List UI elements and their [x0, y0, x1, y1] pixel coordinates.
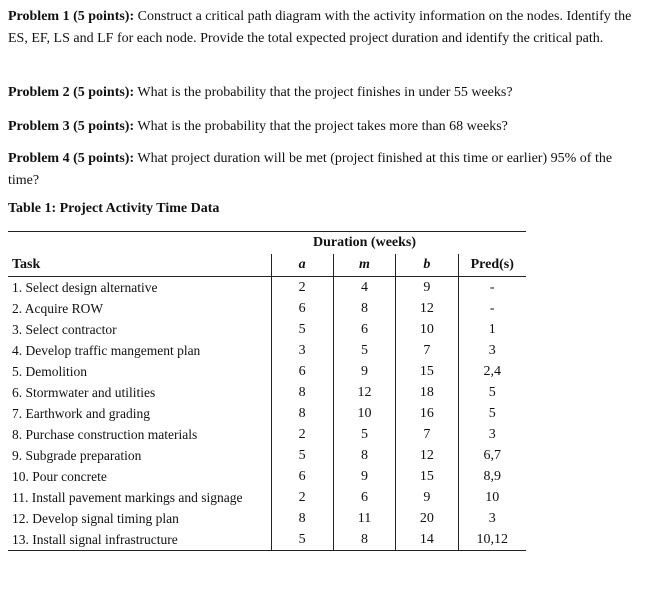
b-cell: 15: [396, 466, 458, 487]
problem-4-text: What project duration will be met (project finished at this time or earlier) 95% of the time?: [8, 151, 613, 188]
pred-cell: 5: [488, 384, 496, 400]
problem-3-label: Problem 3 (5 points):: [8, 119, 135, 134]
a-cell: 6: [271, 466, 333, 487]
pred-cell: 10: [485, 489, 500, 505]
a-cell: 5: [271, 529, 333, 551]
m-cell: 8: [333, 445, 395, 466]
problem-4-label: Problem 4 (5 points):: [8, 151, 135, 166]
problem-3: [8, 116, 638, 138]
table-row: [8, 424, 526, 445]
pred-cell: 3: [488, 342, 496, 358]
a-cell: 8: [271, 508, 333, 529]
m-cell: 8: [333, 298, 395, 319]
header-preds: Pred(s): [458, 254, 526, 277]
a-cell: 5: [271, 319, 333, 340]
m-cell: 6: [333, 319, 395, 340]
b-cell: 12: [396, 445, 458, 466]
b-cell: 20: [396, 508, 458, 529]
m-cell: 4: [333, 277, 395, 299]
task-cell: 9. Subgrade preparation: [8, 445, 271, 466]
table-row: [8, 298, 526, 319]
table-header-row: [8, 254, 526, 277]
task-cell: 8. Purchase construction materials: [8, 424, 271, 445]
a-cell: 5: [271, 445, 333, 466]
task-cell: 6. Stormwater and utilities: [8, 382, 271, 403]
b-cell: 10: [396, 319, 458, 340]
header-a: a: [271, 254, 333, 277]
table-row: [8, 403, 526, 424]
a-cell: 8: [271, 382, 333, 403]
duration-group-header: Duration (weeks): [271, 232, 458, 255]
task-cell: 10. Pour concrete: [8, 466, 271, 487]
pred-cell: 8,9: [483, 468, 501, 484]
table-row: [8, 445, 526, 466]
m-cell: 6: [333, 487, 395, 508]
table-body: [8, 277, 526, 551]
problem-1: [8, 6, 638, 50]
task-cell: 3. Select contractor: [8, 319, 271, 340]
problem-2: [8, 82, 638, 104]
task-cell: 5. Demolition: [8, 361, 271, 382]
table-row: [8, 277, 526, 299]
activity-time-table: [8, 231, 526, 551]
a-cell: 8: [271, 403, 333, 424]
group-header-spacer: [8, 232, 271, 255]
m-cell: 8: [333, 529, 395, 551]
pred-cell: -: [489, 279, 495, 295]
task-cell: 2. Acquire ROW: [8, 298, 271, 319]
table-row: [8, 529, 526, 551]
table-row: [8, 466, 526, 487]
b-cell: 16: [396, 403, 458, 424]
table-row: [8, 340, 526, 361]
b-cell: 18: [396, 382, 458, 403]
problem-2-text: What is the probability that the project finishes in under 55 weeks?: [137, 85, 513, 100]
pred-cell: -: [489, 300, 495, 316]
header-b: b: [396, 254, 458, 277]
table-row: [8, 361, 526, 382]
b-cell: 12: [396, 298, 458, 319]
b-cell: 9: [396, 487, 458, 508]
table-row: [8, 508, 526, 529]
pred-cell: 5: [488, 405, 496, 421]
m-cell: 10: [333, 403, 395, 424]
pred-cell: 2,4: [483, 363, 501, 379]
problem-2-label: Problem 2 (5 points):: [8, 85, 135, 100]
table-row: [8, 382, 526, 403]
task-cell: 1. Select design alternative: [8, 277, 271, 299]
problem-4: [8, 148, 638, 192]
m-cell: 5: [333, 424, 395, 445]
pred-cell: 10,12: [458, 529, 526, 551]
task-cell: 7. Earthwork and grading: [8, 403, 271, 424]
table-row: [8, 319, 526, 340]
table-caption: Table 1: Project Activity Time Data: [8, 201, 220, 216]
a-cell: 2: [271, 424, 333, 445]
task-cell: 12. Develop signal timing plan: [8, 508, 271, 529]
a-cell: 6: [271, 361, 333, 382]
pred-cell: 3: [488, 426, 496, 442]
a-cell: 2: [271, 487, 333, 508]
problem-1-text: Construct a critical path diagram with the activity information on the nodes. Identify the ES, EF, LS and LF for each node. Provide the total expected project duration and identify the critical path.: [8, 9, 632, 46]
m-cell: 9: [333, 361, 395, 382]
table-row: [8, 487, 526, 508]
b-cell: 15: [396, 361, 458, 382]
b-cell: 14: [396, 529, 458, 551]
m-cell: 5: [333, 340, 395, 361]
a-cell: 3: [271, 340, 333, 361]
pred-cell: 3: [488, 510, 496, 526]
pred-cell: 1: [488, 321, 496, 337]
header-task: Task: [8, 254, 271, 277]
task-cell: 4. Develop traffic mangement plan: [8, 340, 271, 361]
header-m: m: [333, 254, 395, 277]
a-cell: 6: [271, 298, 333, 319]
b-cell: 9: [396, 277, 458, 299]
group-header-spacer-right: [458, 232, 526, 255]
table-group-header-row: [8, 232, 526, 255]
m-cell: 11: [333, 508, 395, 529]
problem-3-text: What is the probability that the project takes more than 68 weeks?: [137, 119, 508, 134]
m-cell: 9: [333, 466, 395, 487]
pred-cell: 6,7: [483, 447, 501, 463]
b-cell: 7: [396, 340, 458, 361]
m-cell: 12: [333, 382, 395, 403]
b-cell: 7: [396, 424, 458, 445]
a-cell: 2: [271, 277, 333, 299]
problem-1-label: Problem 1 (5 points):: [8, 9, 135, 24]
task-cell: 13. Install signal infrastructure: [8, 529, 271, 551]
task-cell: 11. Install pavement markings and signage: [8, 487, 271, 508]
